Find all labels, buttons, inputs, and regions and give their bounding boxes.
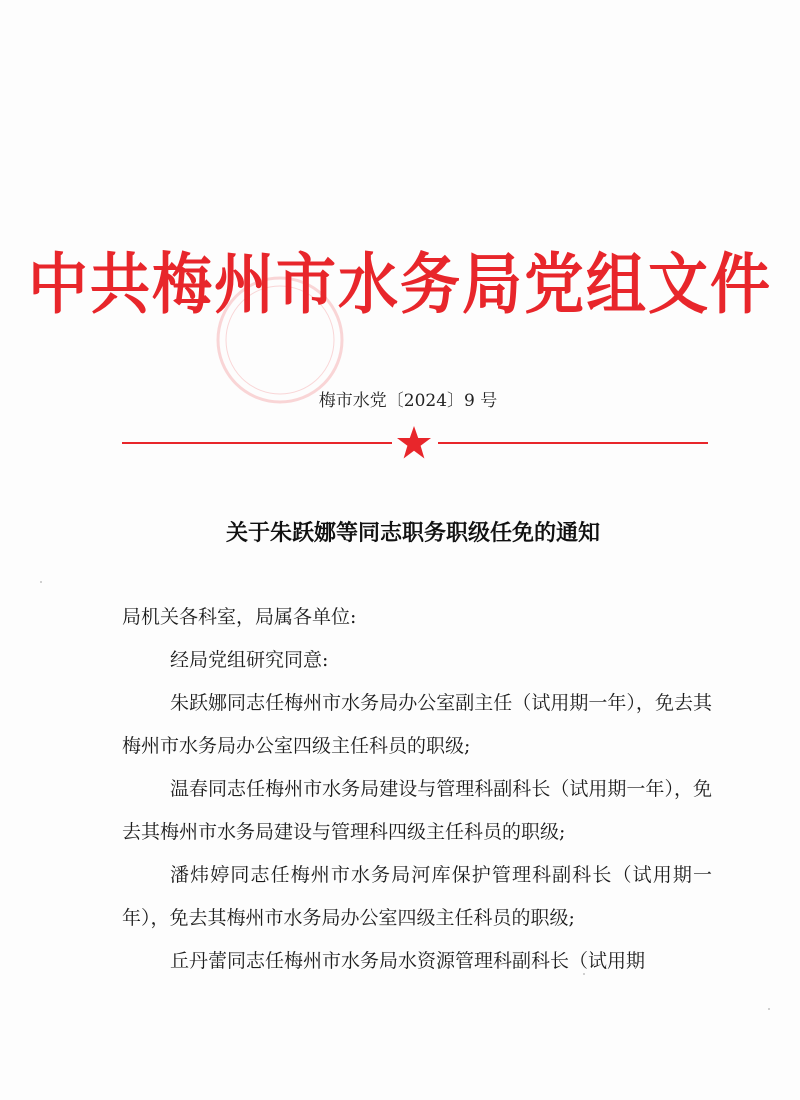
- red-divider-left: [122, 442, 392, 444]
- document-number: 梅市水党〔2024〕9 号: [318, 391, 498, 411]
- scan-speck: [583, 973, 585, 975]
- document-title: 关于朱跃娜等同志职务职级任免的通知: [225, 521, 600, 546]
- scan-speck: [768, 1008, 770, 1010]
- document-body: [122, 596, 712, 983]
- red-divider-right: [438, 442, 708, 444]
- body-paragraph: 温春同志任梅州市水务局建设与管理科副科长（试用期一年），免去其梅州市水务局建设与管理科四级主任科员的职级;: [122, 778, 712, 843]
- star-icon: [396, 425, 432, 461]
- scan-speck: [40, 581, 42, 583]
- body-paragraph: 潘炜婷同志任梅州市水务局河库保护管理科副科长（试用期一年），免去其梅州市水务局办公室四级主任科员的职级;: [122, 864, 712, 929]
- body-paragraph: 朱跃娜同志任梅州市水务局办公室副主任（试用期一年），免去其梅州市水务局办公室四级主任科员的职级;: [122, 692, 712, 757]
- body-paragraph: 经局党组研究同意:: [170, 649, 329, 671]
- addressee-line: 局机关各科室，局属各单位:: [122, 606, 357, 628]
- org-header-title: 中共梅州市水务局党组文件: [28, 246, 772, 324]
- body-paragraph: 丘丹蕾同志任梅州市水务局水资源管理科副科长（试用期: [170, 950, 646, 972]
